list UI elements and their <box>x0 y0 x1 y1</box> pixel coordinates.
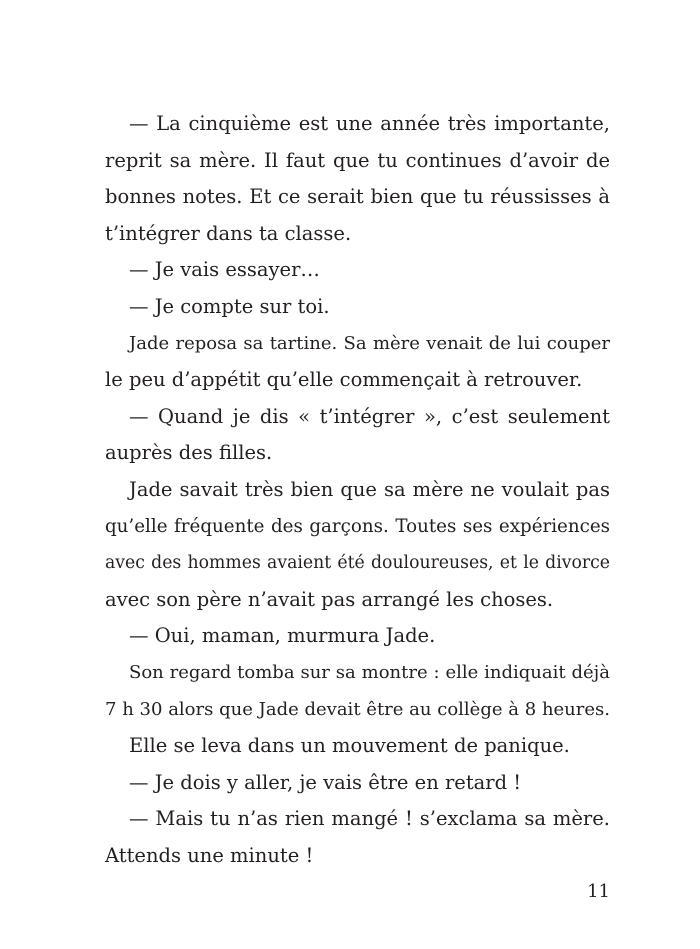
text-line: le peu d’appétit qu’elle commençait à retrouver. <box>105 368 583 392</box>
text-line: avec des hommes avaient été douloureuses, et le divorce <box>105 553 610 574</box>
text-line: avec son père n’avait pas arrangé les choses. <box>105 587 554 611</box>
text-line: qu’elle fréquente des garçons. Toutes ses expériences <box>105 515 610 537</box>
text-line: — Je dois y aller, je vais être en retard ! <box>129 770 522 794</box>
text-line: bonnes notes. Et ce serait bien que tu réussisses à <box>105 185 610 209</box>
text-line: 7 h 30 alors que Jade devait être au collège à 8 heures. <box>105 698 610 720</box>
text-line: Jade savait très bien que sa mère ne voulait pas <box>129 477 610 501</box>
text-line: Attends une minute ! <box>105 843 314 867</box>
text-line: — Oui, maman, murmura Jade. <box>129 624 436 648</box>
text-line: Jade reposa sa tartine. Sa mère venait de lui couper <box>129 332 610 354</box>
text-line: — Je vais essayer… <box>129 258 320 282</box>
text-line: Son regard tomba sur sa montre : elle indiquait déjà <box>129 661 610 683</box>
text-line: auprès des filles. <box>105 441 273 465</box>
text-line: — Je compte sur toi. <box>129 294 330 318</box>
text-line: t’intégrer dans ta classe. <box>105 221 352 245</box>
text-line: — Quand je dis « t’intégrer », c’est seulement <box>129 404 610 428</box>
text-line: Elle se leva dans un mouvement de panique. <box>129 734 570 758</box>
text-line: — Mais tu n’as rien mangé ! s’exclama sa mère. <box>129 807 610 831</box>
text-line: — La cinquième est une année très importante, <box>129 112 610 135</box>
page-number: 11 <box>587 881 610 902</box>
page-body-text <box>105 106 610 874</box>
text-line: reprit sa mère. Il faut que tu continues d’avoir de <box>105 148 610 172</box>
